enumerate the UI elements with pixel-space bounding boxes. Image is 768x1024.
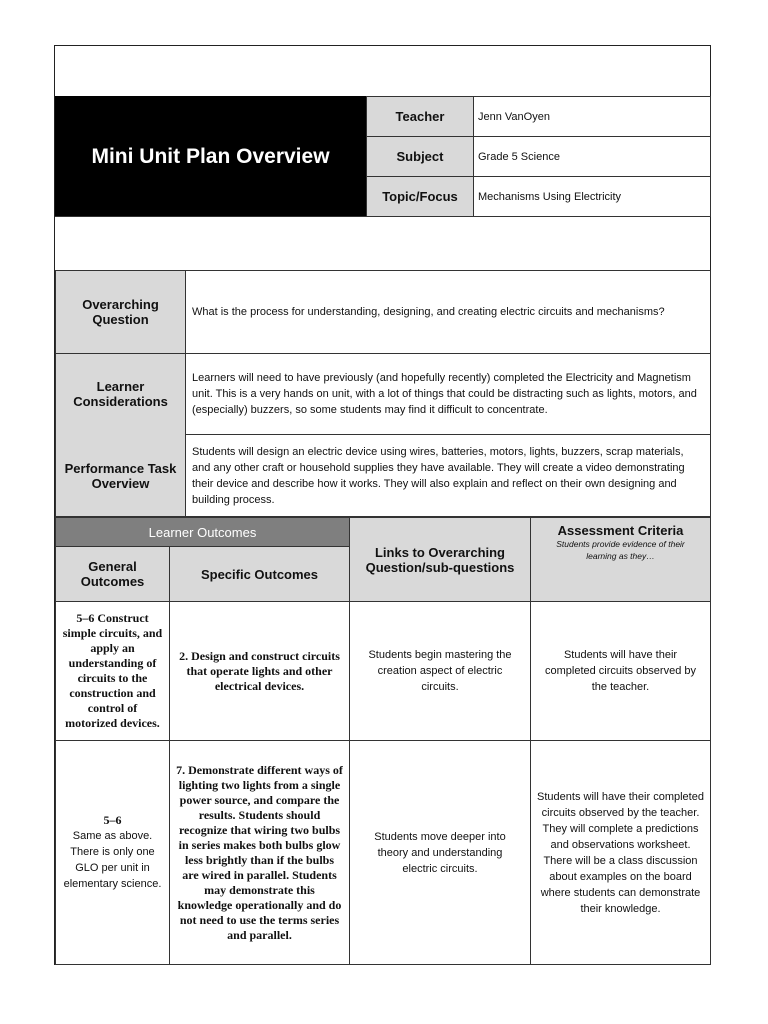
performance-text: Students will design an electric device using wires, batteries, motors, lights, buzzers, scrap materials, and any other craft or household supplies they have available. They will create a video demonstrating their device and describe how it works. They will also explain and reflect on their own designing and building process. (192, 445, 685, 506)
row2-general-code: 5–6 (103, 813, 122, 827)
topic-label-cell (366, 176, 474, 217)
links-label: Links to Overarching Question/sub-questions (365, 544, 515, 575)
row1-assessment (530, 601, 711, 741)
performance-text-cell (185, 434, 711, 517)
learner-text: Learners will need to have previously (and hopefully recently) completed the Electricity and Magnetism unit. This is a very hands on unit, with a lot of things that could be distracting such as lights, motors, and (especially) buzzers, so some students may find it difficult to concentrate. (192, 372, 697, 416)
topic-value: Mechanisms Using Electricity (478, 190, 622, 203)
subject-label-cell (366, 136, 474, 177)
overarching-label-cell (55, 270, 186, 354)
row2-general (55, 740, 170, 965)
specific-outcomes-label: Specific Outcomes (200, 566, 319, 582)
teacher-value: Jenn VanOyen (478, 110, 550, 123)
specific-outcomes-header (169, 546, 350, 602)
row1-specific-text: 2. Design and construct circuits that operate lights and other electrical devices. (179, 648, 340, 693)
row2-assessment (530, 740, 711, 965)
assessment-sublabel: Students provide evidence of their learning as they… (556, 539, 685, 561)
general-outcomes-label: General Outcomes (80, 559, 145, 589)
page-title: Mini Unit Plan Overview (91, 144, 330, 168)
row1-assessment-text: Students will have their completed circuits observed by the teacher. (544, 649, 696, 693)
assessment-label: Assessment Criteria (557, 523, 684, 538)
subject-label: Subject (396, 149, 444, 164)
learner-label: Learner Considerations (73, 379, 168, 409)
overarching-text-cell (185, 270, 711, 354)
row2-general-text: Same as above. There is only one GLO per unit in elementary science. (63, 830, 162, 890)
general-outcomes-header (55, 546, 170, 602)
row2-links (349, 740, 531, 965)
topic-value-cell (473, 176, 711, 217)
overarching-label: Overarching Question (82, 297, 159, 327)
performance-label-cell (55, 434, 186, 517)
page-title-cell (55, 96, 366, 217)
teacher-label-cell (366, 96, 474, 137)
overarching-text: What is the process for understanding, designing, and creating electric circuits and mechanisms? (192, 306, 665, 318)
subject-value-cell (473, 136, 711, 177)
performance-label: Performance Task Overview (64, 460, 177, 491)
learner-label-cell (55, 353, 186, 435)
subject-value: Grade 5 Science (478, 150, 560, 163)
row2-specific-text: 7. Demonstrate different ways of lighting two lights from a single power source, and compare the results. Students should recognize that wiring two bulbs in series makes both bulbs glow less brightly than if the bulbs are wired in parallel. Students may demonstrate this knowledge operationally and do not need to use the terms series and parallel. (176, 762, 343, 942)
row2-specific (169, 740, 350, 965)
learner-outcomes-header (55, 517, 350, 547)
row1-general (55, 601, 170, 741)
row1-links (349, 601, 531, 741)
learner-outcomes-label: Learner Outcomes (148, 524, 257, 540)
assessment-header (530, 517, 711, 602)
header-divider (55, 216, 711, 217)
teacher-label: Teacher (395, 109, 445, 124)
row2-assessment-text: Students will have their completed circuits observed by the teacher. They will complete a predictions and observations worksheet. There will be a class discussion about examples on the board where students can demonstrate their knowledge. (537, 790, 704, 915)
row1-specific (169, 601, 350, 741)
links-header (349, 517, 531, 602)
row1-links-text: Students begin mastering the creation aspect of electric circuits. (368, 649, 512, 693)
row1-general-text: 5–6 Construct simple circuits, and apply an understanding of circuits to the construction and control of motorized devices. (62, 611, 163, 730)
teacher-value-cell (473, 96, 711, 137)
unit-plan-page (54, 45, 711, 965)
topic-label: Topic/Focus (382, 189, 458, 204)
learner-text-cell (185, 353, 711, 435)
row2-links-text: Students move deeper into theory and understanding electric circuits. (374, 830, 506, 875)
